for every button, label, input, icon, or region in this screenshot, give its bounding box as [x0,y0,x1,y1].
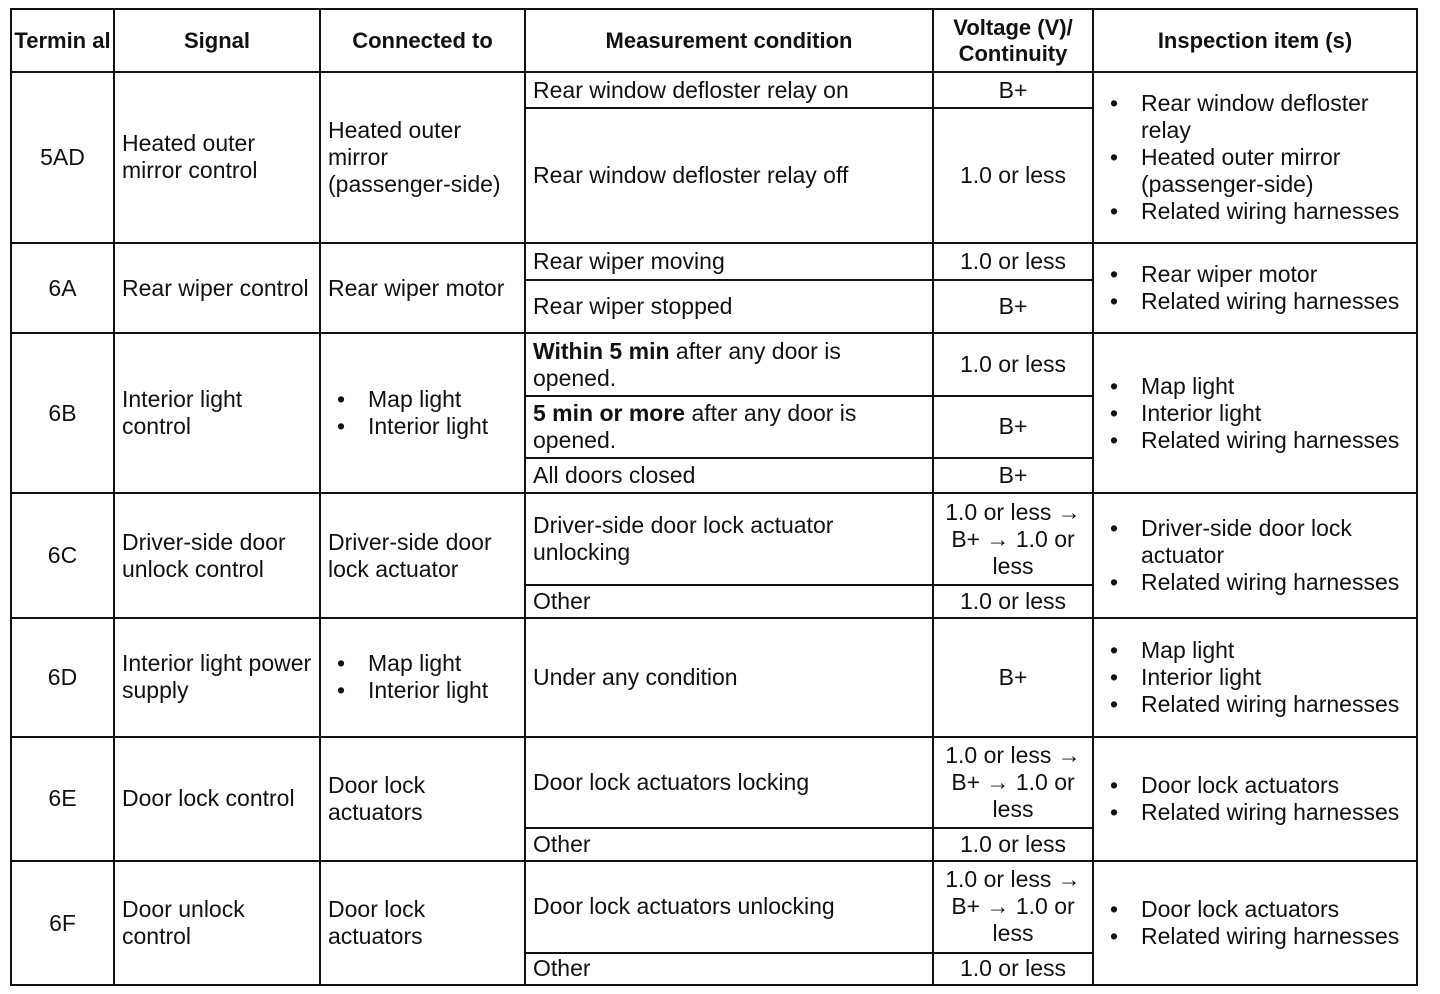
header-voltage: Voltage (V)/ Continuity [933,9,1093,72]
table-row [11,737,1417,829]
voltage-cell: 1.0 or less [933,585,1093,618]
list-item: • Related wiring harnesses [1141,569,1409,596]
header-row [11,9,1417,72]
condition-cell: Rear wiper stopped [525,280,933,333]
list-item: • Related wiring harnesses [1141,288,1409,315]
connected-cell: Driver-side door lock actuator [320,493,525,618]
list-item: • Interior light [1141,664,1409,691]
list-item: • Door lock actuators [1141,896,1409,923]
list-item: • Door lock actuators [1141,772,1409,799]
condition-cell: Rear window defloster relay on [525,72,933,108]
signal-cell: Interior light control [114,333,320,493]
connected-cell [320,618,525,737]
table-row [11,618,1417,737]
inspection-cell [1093,861,1417,985]
inspection-list [1101,637,1409,718]
table-row [11,243,1417,280]
condition-text: after any door is opened. [533,337,841,391]
list-item: • Interior light [368,413,517,440]
voltage-cell: 1.0 or less [933,108,1093,243]
condition-cell: Other [525,953,933,985]
condition-cell: Driver-side door lock actuator unlocking [525,493,933,585]
inspection-list [1101,261,1409,315]
inspection-list [1101,896,1409,950]
signal-cell: Interior light power supply [114,618,320,737]
inspection-list [1101,515,1409,596]
list-item: • Map light [1141,637,1409,664]
condition-cell: Under any condition [525,618,933,737]
condition-cell: Door lock actuators unlocking [525,861,933,953]
condition-cell [525,333,933,395]
inspection-list [1101,373,1409,454]
list-item: • Related wiring harnesses [1141,691,1409,718]
voltage-cell: 1.0 or less [933,243,1093,280]
inspection-cell [1093,737,1417,862]
condition-emphasis: Within 5 min [533,337,670,364]
list-item: • Interior light [368,677,517,704]
condition-cell: All doors closed [525,458,933,493]
voltage-cell: 1.0 or less → B+ → 1.0 or less [933,737,1093,829]
inspection-list [1101,772,1409,826]
header-measurement-condition: Measurement condition [525,9,933,72]
header-inspection-items: Inspection item (s) [1093,9,1417,72]
list-item: • Map light [1141,373,1409,400]
inspection-cell [1093,493,1417,618]
condition-cell: Other [525,585,933,618]
list-item: • Related wiring harnesses [1141,923,1409,950]
terminal-cell: 6C [11,493,114,618]
condition-cell: Rear window defloster relay off [525,108,933,243]
terminal-inspection-table [10,8,1418,986]
list-item: • Related wiring harnesses [1141,427,1409,454]
connected-cell: Rear wiper motor [320,243,525,333]
signal-cell: Door lock control [114,737,320,862]
header-terminal: Termin al [11,9,114,72]
header-connected-to: Connected to [320,9,525,72]
header-signal: Signal [114,9,320,72]
terminal-cell: 6D [11,618,114,737]
voltage-cell: B+ [933,280,1093,333]
terminal-cell: 6A [11,243,114,333]
voltage-cell: B+ [933,72,1093,108]
connected-list [328,650,517,704]
voltage-cell: B+ [933,396,1093,458]
signal-cell: Rear wiper control [114,243,320,333]
list-item: • Interior light [1141,400,1409,427]
list-item: • Rear wiper motor [1141,261,1409,288]
list-item: • Related wiring harnesses [1141,198,1409,225]
connected-list [328,386,517,440]
connected-cell: Door lock actuators [320,737,525,862]
inspection-cell [1093,72,1417,243]
terminal-cell: 5AD [11,72,114,243]
inspection-list [1101,90,1409,225]
inspection-cell [1093,333,1417,493]
table-row [11,493,1417,585]
condition-cell: Other [525,828,933,861]
condition-emphasis: 5 min or more [533,399,686,426]
inspection-cell [1093,243,1417,333]
table-row [11,72,1417,108]
connected-cell: Door lock actuators [320,861,525,985]
voltage-cell: 1.0 or less → B+ → 1.0 or less [933,861,1093,953]
condition-text: after any door is opened. [533,399,857,453]
voltage-cell: 1.0 or less [933,333,1093,395]
voltage-cell: 1.0 or less [933,828,1093,861]
table-row [11,861,1417,953]
list-item: • Map light [368,386,517,413]
list-item: • Related wiring harnesses [1141,799,1409,826]
table-row [11,333,1417,395]
condition-cell [525,396,933,458]
terminal-cell: 6E [11,737,114,862]
list-item: • Map light [368,650,517,677]
terminal-cell: 6F [11,861,114,985]
voltage-cell: B+ [933,458,1093,493]
inspection-cell [1093,618,1417,737]
signal-cell: Driver-side door unlock control [114,493,320,618]
list-item: • Driver-side door lock actuator [1141,515,1409,569]
connected-cell: Heated outer mirror (passenger-side) [320,72,525,243]
connected-cell [320,333,525,493]
list-item: • Heated outer mirror (passenger-side) [1141,144,1409,198]
voltage-cell: B+ [933,618,1093,737]
condition-cell: Rear wiper moving [525,243,933,280]
voltage-cell: 1.0 or less [933,953,1093,985]
signal-cell: Door unlock control [114,861,320,985]
terminal-cell: 6B [11,333,114,493]
signal-cell: Heated outer mirror control [114,72,320,243]
list-item: • Rear window defloster relay [1141,90,1409,144]
condition-cell: Door lock actuators locking [525,737,933,829]
voltage-cell: 1.0 or less → B+ → 1.0 or less [933,493,1093,585]
